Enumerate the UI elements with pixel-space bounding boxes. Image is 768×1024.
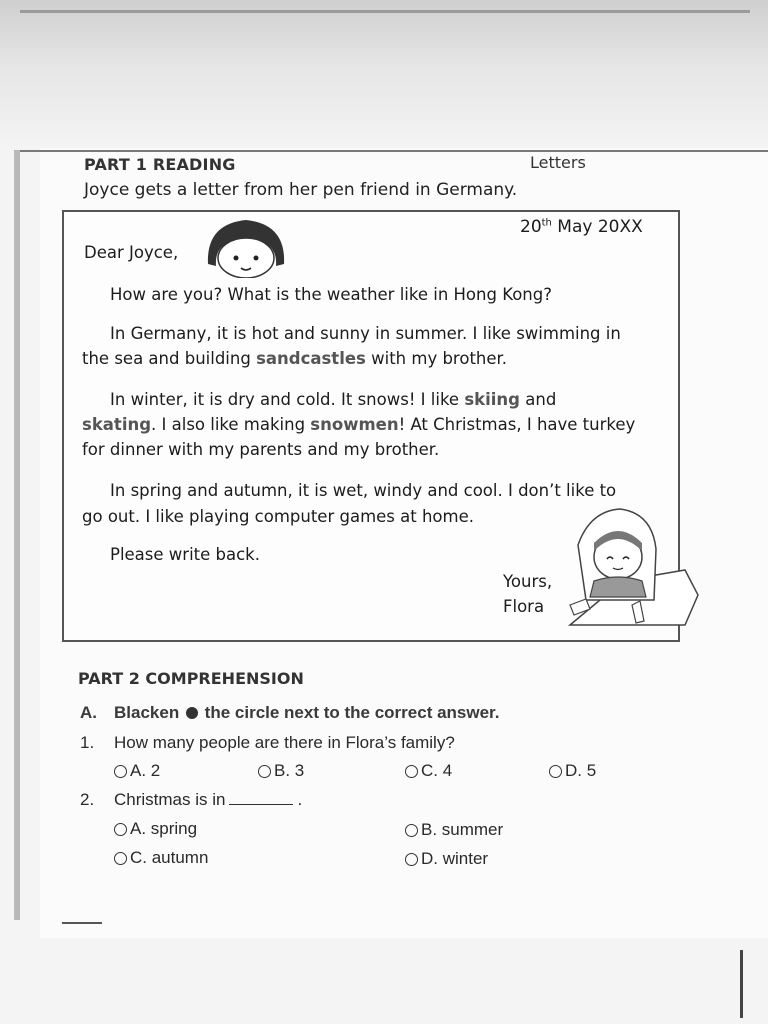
part1-intro: Joyce gets a letter from her pen friend in Germany. [84, 180, 518, 200]
letter-closing: Yours, [503, 572, 553, 591]
letter-paragraph-4-line-1: In spring and autumn, it is wet, windy and cool. I don’t like to [110, 481, 617, 500]
answer-circle-icon[interactable] [114, 765, 127, 778]
question-1-option-c[interactable]: C. 4 [405, 761, 452, 781]
letter-paragraph-2-line-1: In Germany, it is hot and sunny in summer. I like swimming in [110, 324, 621, 343]
answer-blank [229, 790, 293, 805]
answer-circle-icon[interactable] [549, 765, 562, 778]
letter-paragraph-3-line-1: In winter, it is dry and cold. It snows! I like skiing and [110, 390, 557, 409]
letter-paragraph-5: Please write back. [110, 545, 260, 564]
letter-paragraph-2-line-2: the sea and building sandcastles with my brother. [82, 349, 508, 368]
question-2-number: 2. [80, 790, 95, 809]
filled-circle-icon [186, 707, 198, 719]
question-1-option-a[interactable]: A. 2 [114, 761, 160, 781]
part1-tag: Letters [530, 153, 586, 172]
answer-circle-icon[interactable] [258, 765, 271, 778]
question-2-option-a[interactable]: A. spring [114, 819, 197, 839]
answer-circle-icon[interactable] [405, 824, 418, 837]
scan-left-edge [14, 150, 20, 920]
question-1-text: How many people are there in Flora’s family? [114, 733, 455, 752]
section-a-label: A. [80, 703, 97, 722]
page-top-border [18, 150, 768, 152]
letter-paragraph-3-line-3: for dinner with my parents and my brother. [82, 440, 440, 459]
answer-circle-icon[interactable] [114, 823, 127, 836]
scan-top-edge [20, 10, 750, 13]
question-2-option-b[interactable]: B. summer [405, 820, 503, 840]
letter-paragraph-3-line-2: skating. I also like making snowmen! At Christmas, I have turkey [82, 415, 636, 434]
answer-circle-icon[interactable] [405, 853, 418, 866]
letter-paragraph-4-line-2: go out. I like playing computer games at home. [82, 507, 474, 526]
letter-date: 20th May 20XX [520, 217, 643, 237]
bottom-mark [62, 922, 102, 924]
question-2-option-d[interactable]: D. winter [405, 849, 488, 869]
section-a-instruction: Blacken the circle next to the correct answer. [114, 703, 500, 722]
joyce-face-icon [198, 214, 294, 278]
scan-edge-line [740, 950, 743, 1018]
answer-circle-icon[interactable] [114, 852, 127, 865]
question-2-text: Christmas is in . [114, 790, 303, 809]
question-1-option-b[interactable]: B. 3 [258, 761, 304, 781]
letter-signature: Flora [503, 597, 545, 616]
part1-title: PART 1 READING [84, 155, 236, 174]
letter-paragraph-1: How are you? What is the weather like in Hong Kong? [110, 285, 552, 304]
part2-title: PART 2 COMPREHENSION [78, 669, 304, 688]
question-1-number: 1. [80, 733, 95, 752]
question-1-option-d[interactable]: D. 5 [549, 761, 596, 781]
flora-girl-icon [560, 505, 700, 635]
question-2-option-c[interactable]: C. autumn [114, 848, 208, 868]
answer-circle-icon[interactable] [405, 765, 418, 778]
letter-greeting: Dear Joyce, [84, 243, 179, 262]
scan-top-shadow [0, 0, 768, 150]
